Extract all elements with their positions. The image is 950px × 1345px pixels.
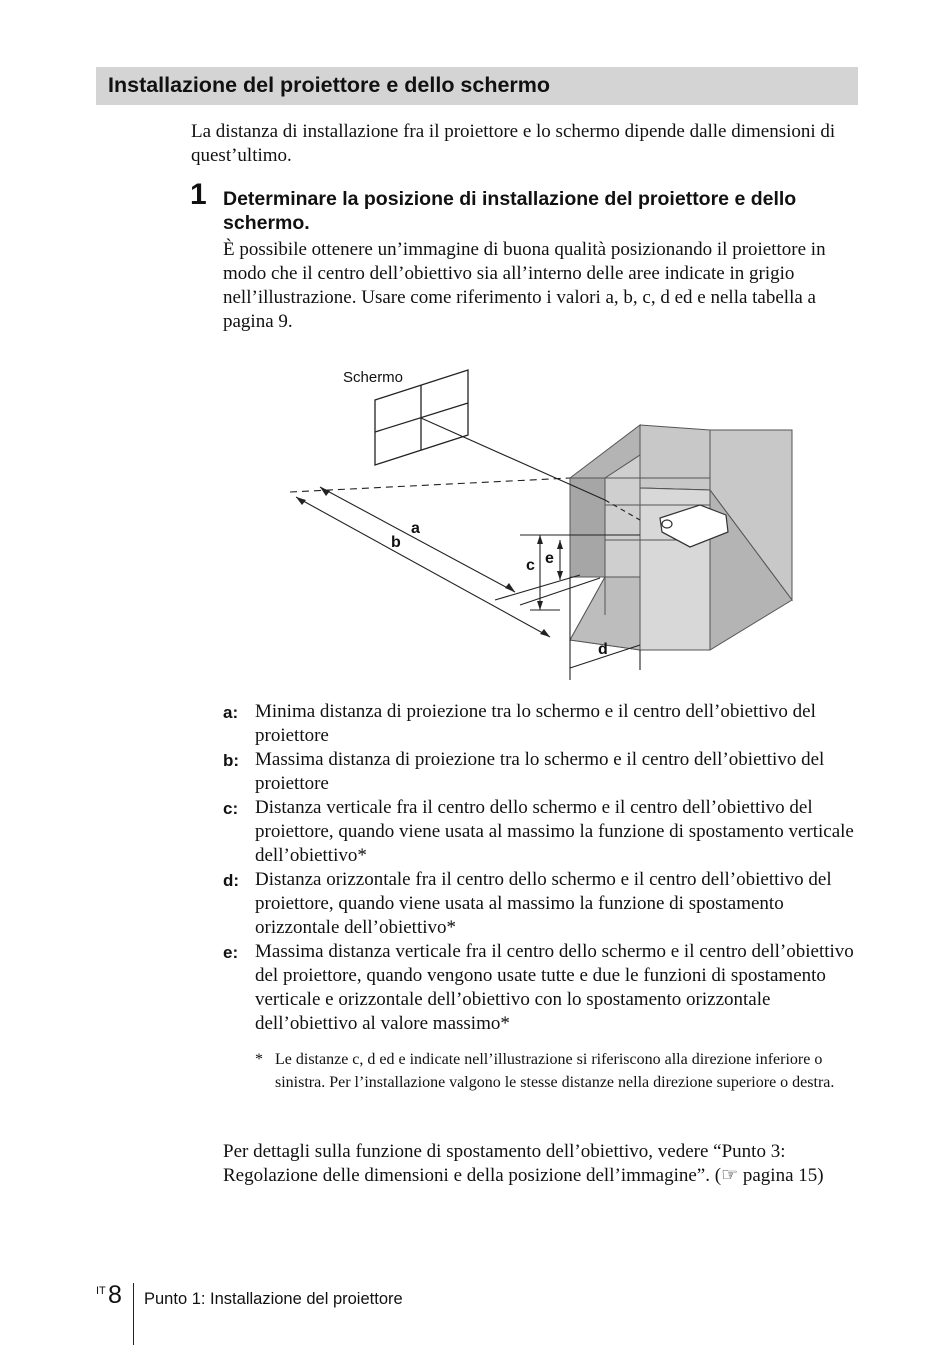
pointing-hand-icon: ☞ [721,1165,739,1186]
footnote [255,1048,875,1094]
definition-item [223,940,863,1036]
section-header [96,67,858,105]
section-title: Installazione del proiettore e dello schermo [108,73,551,97]
screen-label: Schermo [343,369,404,386]
reference-page: pagina 15) [738,1165,824,1186]
footer-language: IT [96,1285,106,1297]
footnote-marker: * [255,1051,263,1068]
definition-text: Massima distanza di proiezione tra lo schermo e il centro dell’obiettivo del proiettore [255,749,825,794]
definition-list [223,700,863,1036]
definition-key: c: [223,799,239,818]
label-b: b [391,534,401,551]
installation-diagram [250,355,810,695]
definition-key: e: [223,943,239,962]
definition-text: Massima distanza verticale fra il centro dello schermo e il centro dell’obiettivo del proiettore, quando vengono usate tutte e due le funzioni di spostamento verticale e orizzontale dell’obiettivo con lo spostamento orizzontale dell’obiettivo al valore massimo* [255,941,854,1034]
label-e: e [545,550,554,567]
definition-item [223,748,863,796]
definition-key: b: [223,751,240,770]
definition-item [223,700,863,748]
step-body: È possibile ottenere un’immagine di buona qualità posizionando il proiettore in modo che il centro dell’obiettivo sia all’interno delle aree indicate in grigio nell’illustrazione. Usare come riferimento i valori a, b, c, d ed e nella tabella a pagina 9. [223,239,826,332]
footer-divider [133,1283,134,1345]
definition-text: Minima distanza di proiezione tra lo schermo e il centro dell’obiettivo del proiettore [255,701,816,746]
definition-key: d: [223,871,240,890]
intro-paragraph: La distanza di installazione fra il proiettore e lo schermo dipende dalle dimensioni di quest’ultimo. [191,121,836,166]
reference-paragraph [223,1140,863,1188]
label-a: a [411,520,420,537]
step-number: 1 [190,178,207,211]
step-title: Determinare la posizione di installazione del proiettore e dello schermo. [223,188,797,234]
footer-section-title: Punto 1: Installazione del proiettore [144,1290,403,1308]
definition-text: Distanza orizzontale fra il centro dello schermo e il centro dell’obiettivo del proiettore, quando viene usata al massimo la funzione di spostamento orizzontale dell’obiettivo* [255,869,832,938]
definition-item [223,868,863,940]
footnote-text: Le distanze c, d ed e indicate nell’illustrazione si riferiscono alla direzione inferiore o sinistra. Per l’installazione valgono le stesse distanze nella direzione superiore o destra. [275,1051,835,1091]
definition-text: Distanza verticale fra il centro dello schermo e il centro dell’obiettivo del proiettore, quando viene usata al massimo la funzione di spostamento verticale dell’obiettivo* [255,797,854,866]
label-c: c [526,557,535,574]
label-d: d [598,641,608,658]
definition-item [223,796,863,868]
page-number: 8 [108,1281,122,1309]
definition-key: a: [223,703,239,722]
reference-text: Per dettagli sulla funzione di spostamento dell’obiettivo, vedere “Punto 3: Regolazione delle dimensioni e della posizione dell’immagine”. ( [223,1141,786,1186]
